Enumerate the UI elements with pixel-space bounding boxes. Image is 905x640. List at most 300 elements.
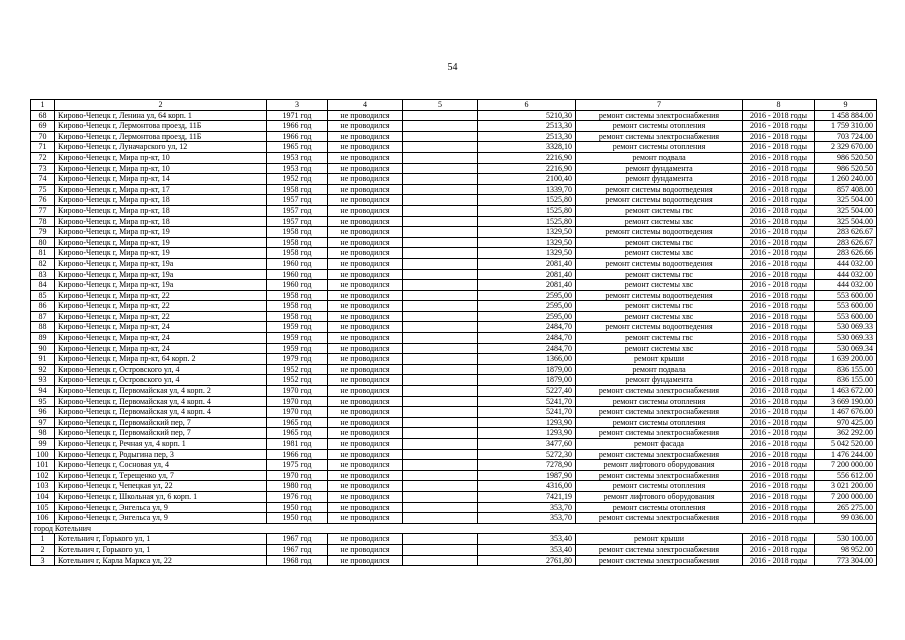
table-row [31,269,877,280]
row-number-cell: 74 [31,174,55,185]
period-cell: 2016 - 2018 годы [743,258,815,269]
cost-cell: 1 463 672.00 [815,386,877,397]
table-row [31,311,877,322]
area-cell: 353,40 [478,544,576,555]
row-number-cell: 93 [31,375,55,386]
row-number-cell: 76 [31,195,55,206]
address-cell: Кирово-Чепецк г, Мира пр-кт, 22 [55,301,267,312]
column-5-cell [403,110,478,121]
build-year-cell: 1959 год [267,343,328,354]
table-row [31,417,877,428]
build-year-cell: 1958 год [267,184,328,195]
table-row [31,280,877,291]
period-cell: 2016 - 2018 годы [743,481,815,492]
row-number-cell: 73 [31,163,55,174]
last-repair-cell: не проводился [328,248,403,259]
work-type-cell: ремонт системы отопления [576,502,743,513]
last-repair-cell: не проводился [328,481,403,492]
cost-cell: 3 669 190.00 [815,396,877,407]
address-cell: Кирово-Чепецк г, Мира пр-кт, 19а [55,280,267,291]
column-5-cell [403,163,478,174]
table-row [31,354,877,365]
table-row [31,460,877,471]
cost-cell: 1 458 884.00 [815,110,877,121]
build-year-cell: 1970 год [267,386,328,397]
work-type-cell: ремонт фундамента [576,375,743,386]
area-cell: 1366,00 [478,354,576,365]
area-cell: 7278,90 [478,460,576,471]
work-type-cell: ремонт системы гвс [576,205,743,216]
cost-cell: 2 329 670.00 [815,142,877,153]
address-cell: Кирово-Чепецк г, Мира пр-кт, 64 корп. 2 [55,354,267,365]
period-cell: 2016 - 2018 годы [743,491,815,502]
build-year-cell: 1958 год [267,227,328,238]
table-row [31,544,877,555]
build-year-cell: 1952 год [267,375,328,386]
cost-cell: 530 069.33 [815,322,877,333]
column-5-cell [403,131,478,142]
period-cell: 2016 - 2018 годы [743,280,815,291]
cost-cell: 5 042 520.00 [815,439,877,450]
period-cell: 2016 - 2018 годы [743,163,815,174]
column-5-cell [403,354,478,365]
work-type-cell: ремонт системы электроснабжения [576,131,743,142]
period-cell: 2016 - 2018 годы [743,417,815,428]
period-cell: 2016 - 2018 годы [743,121,815,132]
work-type-cell: ремонт фасада [576,439,743,450]
address-cell: Кирово-Чепецк г, Терещенко ул, 7 [55,470,267,481]
row-number-cell: 79 [31,227,55,238]
row-number-cell: 82 [31,258,55,269]
column-5-cell [403,174,478,185]
last-repair-cell: не проводился [328,301,403,312]
work-type-cell: ремонт системы водоотведения [576,258,743,269]
address-cell: Кирово-Чепецк г, Школьная ул, 6 корп. 1 [55,491,267,502]
address-cell: Кирово-Чепецк г, Энгельса ул, 9 [55,513,267,524]
last-repair-cell: не проводился [328,513,403,524]
table-row [31,386,877,397]
table-row [31,534,877,545]
address-cell: Кирово-Чепецк г, Первомайский пер, 7 [55,428,267,439]
work-type-cell: ремонт фундамента [576,163,743,174]
work-type-cell: ремонт фундамента [576,174,743,185]
cost-cell: 836 155.00 [815,364,877,375]
work-type-cell: ремонт системы гвс [576,237,743,248]
header-cell-1: 1 [31,100,55,111]
period-cell: 2016 - 2018 годы [743,290,815,301]
cost-cell: 986 520.50 [815,152,877,163]
section-row [31,523,877,534]
build-year-cell: 1953 год [267,152,328,163]
area-cell: 3477,60 [478,439,576,450]
period-cell: 2016 - 2018 годы [743,343,815,354]
period-cell: 2016 - 2018 годы [743,364,815,375]
row-number-cell: 101 [31,460,55,471]
column-5-cell [403,407,478,418]
table-row [31,555,877,566]
table-row [31,258,877,269]
build-year-cell: 1966 год [267,121,328,132]
cost-cell: 553 600.00 [815,290,877,301]
area-cell: 5272,30 [478,449,576,460]
address-cell: Кирово-Чепецк г, Первомайская ул, 4 корп. 2 [55,386,267,397]
header-cell-2: 2 [55,100,267,111]
cost-cell: 986 520.50 [815,163,877,174]
build-year-cell: 1965 год [267,428,328,439]
column-5-cell [403,428,478,439]
area-cell: 1525,80 [478,195,576,206]
period-cell: 2016 - 2018 годы [743,248,815,259]
build-year-cell: 1958 год [267,311,328,322]
address-cell: Кирово-Чепецк г, Мира пр-кт, 18 [55,205,267,216]
address-cell: Кирово-Чепецк г, Лермонтова проезд, 11Б [55,131,267,142]
cost-cell: 857 408.00 [815,184,877,195]
row-number-cell: 88 [31,322,55,333]
address-cell: Котельнич г, Горького ул, 1 [55,534,267,545]
address-cell: Кирово-Чепецк г, Мира пр-кт, 10 [55,163,267,174]
table-row [31,301,877,312]
column-5-cell [403,195,478,206]
row-number-cell: 92 [31,364,55,375]
address-cell: Кирово-Чепецк г, Энгельса ул, 9 [55,502,267,513]
last-repair-cell: не проводился [328,354,403,365]
address-cell: Котельнич г, Горького ул, 1 [55,544,267,555]
column-5-cell [403,184,478,195]
build-year-cell: 1966 год [267,449,328,460]
area-cell: 353,40 [478,534,576,545]
row-number-cell: 97 [31,417,55,428]
row-number-cell: 106 [31,513,55,524]
row-number-cell: 89 [31,333,55,344]
period-cell: 2016 - 2018 годы [743,110,815,121]
period-cell: 2016 - 2018 годы [743,544,815,555]
work-type-cell: ремонт системы водоотведения [576,290,743,301]
table-row [31,322,877,333]
row-number-cell: 3 [31,555,55,566]
area-cell: 1329,50 [478,237,576,248]
address-cell: Кирово-Чепецк г, Первомайская ул, 4 корп. 4 [55,396,267,407]
row-number-cell: 99 [31,439,55,450]
cost-cell: 530 069.33 [815,333,877,344]
work-type-cell: ремонт системы отопления [576,142,743,153]
header-cell-3: 3 [267,100,328,111]
table-row [31,184,877,195]
column-5-cell [403,248,478,259]
cost-cell: 1 639 200.00 [815,354,877,365]
work-type-cell: ремонт системы водоотведения [576,322,743,333]
table-row [31,121,877,132]
row-number-cell: 85 [31,290,55,301]
area-cell: 2595,00 [478,311,576,322]
build-year-cell: 1966 год [267,131,328,142]
work-type-cell: ремонт системы отопления [576,121,743,132]
cost-cell: 283 626.67 [815,237,877,248]
build-year-cell: 1958 год [267,290,328,301]
cost-cell: 444 032.00 [815,280,877,291]
build-year-cell: 1970 год [267,407,328,418]
column-5-cell [403,333,478,344]
work-type-cell: ремонт системы хвс [576,216,743,227]
cost-cell: 836 155.00 [815,375,877,386]
last-repair-cell: не проводился [328,333,403,344]
last-repair-cell: не проводился [328,205,403,216]
table-row [31,248,877,259]
last-repair-cell: не проводился [328,142,403,153]
address-cell: Кирово-Чепецк г, Мира пр-кт, 10 [55,152,267,163]
header-cell-7: 7 [576,100,743,111]
column-5-cell [403,142,478,153]
area-cell: 1329,50 [478,227,576,238]
address-cell: Кирово-Чепецк г, Луначарского ул, 12 [55,142,267,153]
last-repair-cell: не проводился [328,269,403,280]
build-year-cell: 1959 год [267,333,328,344]
column-5-cell [403,375,478,386]
last-repair-cell: не проводился [328,396,403,407]
row-number-cell: 69 [31,121,55,132]
header-cell-8: 8 [743,100,815,111]
build-year-cell: 1953 год [267,163,328,174]
build-year-cell: 1968 год [267,555,328,566]
last-repair-cell: не проводился [328,407,403,418]
period-cell: 2016 - 2018 годы [743,322,815,333]
period-cell: 2016 - 2018 годы [743,375,815,386]
last-repair-cell: не проводился [328,491,403,502]
cost-cell: 7 200 000.00 [815,491,877,502]
cost-cell: 1 759 310.00 [815,121,877,132]
table-row [31,237,877,248]
period-cell: 2016 - 2018 годы [743,502,815,513]
row-number-cell: 87 [31,311,55,322]
address-cell: Кирово-Чепецк г, Ленина ул, 64 корп. 1 [55,110,267,121]
work-type-cell: ремонт системы электроснабжения [576,386,743,397]
build-year-cell: 1979 год [267,354,328,365]
area-cell: 2595,00 [478,301,576,312]
build-year-cell: 1967 год [267,534,328,545]
table-row [31,470,877,481]
column-5-cell [403,534,478,545]
address-cell: Кирово-Чепецк г, Мира пр-кт, 19 [55,227,267,238]
period-cell: 2016 - 2018 годы [743,311,815,322]
period-cell: 2016 - 2018 годы [743,555,815,566]
work-type-cell: ремонт системы гвс [576,269,743,280]
work-type-cell: ремонт системы электроснабжения [576,407,743,418]
table-row [31,439,877,450]
cost-cell: 325 504.00 [815,195,877,206]
area-cell: 5210,30 [478,110,576,121]
period-cell: 2016 - 2018 годы [743,534,815,545]
period-cell: 2016 - 2018 годы [743,142,815,153]
header-cell-5: 5 [403,100,478,111]
last-repair-cell: не проводился [328,375,403,386]
work-type-cell: ремонт системы хвс [576,280,743,291]
last-repair-cell: не проводился [328,470,403,481]
period-cell: 2016 - 2018 годы [743,216,815,227]
period-cell: 2016 - 2018 годы [743,354,815,365]
table-row [31,364,877,375]
row-number-cell: 83 [31,269,55,280]
work-type-cell: ремонт подвала [576,364,743,375]
column-5-cell [403,216,478,227]
period-cell: 2016 - 2018 годы [743,237,815,248]
last-repair-cell: не проводился [328,174,403,185]
row-number-cell: 81 [31,248,55,259]
area-cell: 5241,70 [478,407,576,418]
address-cell: Кирово-Чепецк г, Первомайская ул, 4 корп. 4 [55,407,267,418]
row-number-cell: 90 [31,343,55,354]
build-year-cell: 1967 год [267,544,328,555]
period-cell: 2016 - 2018 годы [743,131,815,142]
cost-cell: 283 626.66 [815,248,877,259]
last-repair-cell: не проводился [328,237,403,248]
address-cell: Кирово-Чепецк г, Первомайский пер, 7 [55,417,267,428]
area-cell: 1329,50 [478,248,576,259]
column-5-cell [403,301,478,312]
build-year-cell: 1958 год [267,301,328,312]
column-5-cell [403,311,478,322]
address-cell: Кирово-Чепецк г, Островского ул, 4 [55,364,267,375]
last-repair-cell: не проводился [328,322,403,333]
last-repair-cell: не проводился [328,460,403,471]
last-repair-cell: не проводился [328,227,403,238]
row-number-cell: 75 [31,184,55,195]
cost-cell: 283 626.67 [815,227,877,238]
table-row [31,502,877,513]
last-repair-cell: не проводился [328,280,403,291]
column-5-cell [403,343,478,354]
area-cell: 3328,10 [478,142,576,153]
table-row [31,216,877,227]
work-type-cell: ремонт системы водоотведения [576,227,743,238]
cost-cell: 325 504.00 [815,205,877,216]
cost-cell: 325 504.00 [815,216,877,227]
row-number-cell: 91 [31,354,55,365]
cost-cell: 362 292.00 [815,428,877,439]
table-row [31,449,877,460]
area-cell: 2081,40 [478,269,576,280]
cost-cell: 1 467 676.00 [815,407,877,418]
area-cell: 1293,90 [478,417,576,428]
period-cell: 2016 - 2018 годы [743,333,815,344]
header-cell-6: 6 [478,100,576,111]
build-year-cell: 1959 год [267,322,328,333]
period-cell: 2016 - 2018 годы [743,184,815,195]
table-row [31,174,877,185]
area-cell: 2484,70 [478,333,576,344]
address-cell: Кирово-Чепецк г, Мира пр-кт, 14 [55,174,267,185]
column-5-cell [403,322,478,333]
row-number-cell: 105 [31,502,55,513]
cost-cell: 970 425.00 [815,417,877,428]
period-cell: 2016 - 2018 годы [743,152,815,163]
work-type-cell: ремонт системы электроснабжения [576,449,743,460]
area-cell: 1987,90 [478,470,576,481]
last-repair-cell: не проводился [328,439,403,450]
table-row [31,195,877,206]
last-repair-cell: не проводился [328,386,403,397]
area-cell: 5227,40 [478,386,576,397]
area-cell: 2484,70 [478,343,576,354]
cost-cell: 265 275.00 [815,502,877,513]
address-cell: Кирово-Чепецк г, Мира пр-кт, 24 [55,343,267,354]
area-cell: 1879,00 [478,375,576,386]
table-row [31,290,877,301]
last-repair-cell: не проводился [328,163,403,174]
period-cell: 2016 - 2018 годы [743,174,815,185]
address-cell: Кирово-Чепецк г, Чепецкая ул, 22 [55,481,267,492]
page-number: 54 [447,62,458,73]
work-type-cell: ремонт системы отопления [576,417,743,428]
column-5-cell [403,237,478,248]
area-cell: 5241,70 [478,396,576,407]
area-cell: 2216,90 [478,163,576,174]
area-cell: 2513,30 [478,131,576,142]
cost-cell: 773 304.00 [815,555,877,566]
column-5-cell [403,439,478,450]
work-type-cell: ремонт системы отопления [576,481,743,492]
column-5-cell [403,470,478,481]
work-type-cell: ремонт системы электроснабжения [576,428,743,439]
address-cell: Кирово-Чепецк г, Мира пр-кт, 17 [55,184,267,195]
build-year-cell: 1980 год [267,481,328,492]
area-cell: 1293,90 [478,428,576,439]
table-body [31,110,877,566]
column-5-cell [403,555,478,566]
column-5-cell [403,290,478,301]
build-year-cell: 1965 год [267,142,328,153]
period-cell: 2016 - 2018 годы [743,205,815,216]
area-cell: 2100,40 [478,174,576,185]
row-number-cell: 70 [31,131,55,142]
table-row [31,428,877,439]
build-year-cell: 1950 год [267,502,328,513]
table-row [31,205,877,216]
address-cell: Котельнич г, Карла Маркса ул, 22 [55,555,267,566]
table-row [31,396,877,407]
build-year-cell: 1970 год [267,470,328,481]
column-5-cell [403,481,478,492]
row-number-cell: 94 [31,386,55,397]
address-cell: Кирово-Чепецк г, Родыгина пер, 3 [55,449,267,460]
column-5-cell [403,460,478,471]
period-cell: 2016 - 2018 годы [743,513,815,524]
column-5-cell [403,364,478,375]
period-cell: 2016 - 2018 годы [743,439,815,450]
row-number-cell: 103 [31,481,55,492]
build-year-cell: 1957 год [267,216,328,227]
column-5-cell [403,544,478,555]
repair-register-table [30,99,877,566]
last-repair-cell: не проводился [328,258,403,269]
table-row [31,131,877,142]
build-year-cell: 1971 год [267,110,328,121]
period-cell: 2016 - 2018 годы [743,396,815,407]
work-type-cell: ремонт системы гвс [576,333,743,344]
cost-cell: 3 021 200.00 [815,481,877,492]
address-cell: Кирово-Чепецк г, Мира пр-кт, 19а [55,258,267,269]
last-repair-cell: не проводился [328,110,403,121]
column-5-cell [403,121,478,132]
build-year-cell: 1960 год [267,258,328,269]
work-type-cell: ремонт системы гвс [576,301,743,312]
row-number-cell: 80 [31,237,55,248]
cost-cell: 7 200 000.00 [815,460,877,471]
build-year-cell: 1976 год [267,491,328,502]
cost-cell: 530 069.34 [815,343,877,354]
cost-cell: 556 612.00 [815,470,877,481]
last-repair-cell: не проводился [328,195,403,206]
address-cell: Кирово-Чепецк г, Мира пр-кт, 22 [55,311,267,322]
address-cell: Кирово-Чепецк г, Мира пр-кт, 18 [55,195,267,206]
